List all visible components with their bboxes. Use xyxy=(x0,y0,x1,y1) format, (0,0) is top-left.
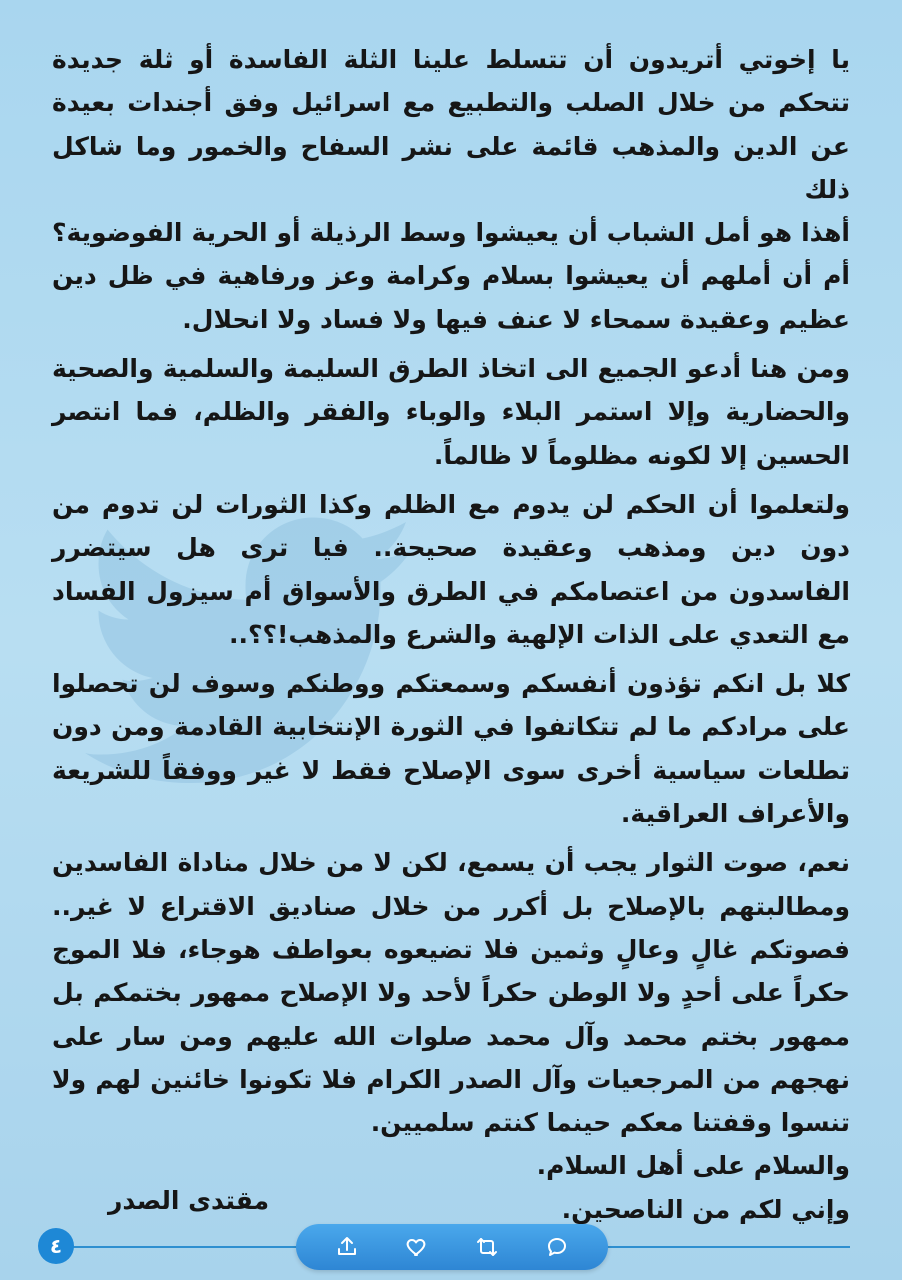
paragraph: نعم، صوت الثوار يجب أن يسمع، لكن لا من خلال مناداة الفاسدين ومطالبتهم بالإصلاح بل أكرر من خلال صناديق الاقتراع لا غير.. فصوتكم غالٍ وعالٍ وثمين فلا تضيعوه بعواطف هوجاء، فلا الموج حكراً على أحدٍ ولا الوطن حكراً لأحد ولا الإصلاح ممهور بختمكم بل ممهور بختم محمد وآل محمد صلوات الله عليهم ومن سار على نهجهم من المرجعيات وآل الصدر الكرام فلا تكونوا خائنين لهم ولا تنسوا وقفتنا معكم حينما كنتم سلميين. xyxy=(52,848,850,1138)
signature: مقتدى الصدر xyxy=(108,1186,270,1215)
paragraph: ومن هنا أدعو الجميع الى اتخاذ الطرق السليمة والسلمية والصحية والحضارية وإلا استمر البلاء والوباء والفقر والظلم، فما انتصر الحسين إلا لكونه مظلوماً لا ظالماً. xyxy=(52,354,850,470)
paragraph: أهذا هو أمل الشباب أن يعيشوا وسط الرذيلة أو الحرية الفوضوية؟ أم أن أملهم أن يعيشوا بسلام وكرامة وعز ورفاهية في ظل دين عظيم وعقيدة سمحاء لا عنف فيها ولا فساد ولا انحلال. xyxy=(52,218,850,334)
paragraph: يا إخوتي أتريدون أن تتسلط علينا الثلة الفاسدة أو ثلة جديدة تتحكم من خلال الصلب والتطبيع مع اسرائيل وفق أجندات بعيدة عن الدين والمذهب قائمة على نشر السفاح والخمور وما شاكل ذلك xyxy=(52,45,850,204)
tweet-action-bar xyxy=(296,1224,608,1270)
reply-icon xyxy=(545,1235,569,1259)
share-icon xyxy=(335,1235,359,1259)
page-number-badge: ٤ xyxy=(38,1228,74,1264)
reply-button[interactable] xyxy=(539,1229,575,1265)
like-button[interactable] xyxy=(399,1229,435,1265)
closing-line: وإني لكم من الناصحين. xyxy=(561,1194,850,1224)
closing-line: والسلام على أهل السلام. xyxy=(536,1151,850,1181)
share-button[interactable] xyxy=(329,1229,365,1265)
retweet-button[interactable] xyxy=(469,1229,505,1265)
statement-text xyxy=(52,38,850,1231)
paragraph: ولتعلموا أن الحكم لن يدوم مع الظلم وكذا الثورات لن تدوم من دون دين ومذهب وعقيدة صحيحة.. فيا ترى هل سيتضرر الفاسدون من اعتصامكم في الطرق والأسواق أم سيزول الفساد مع التعدي على الذات الإلهية والشرع والمذهب!؟؟.. xyxy=(52,489,850,649)
retweet-icon xyxy=(475,1235,499,1259)
heart-icon xyxy=(405,1235,429,1259)
paragraph: كلا بل انكم تؤذون أنفسكم وسمعتكم ووطنكم وسوف لن تحصلوا على مرادكم ما لم تتكاتفوا في الثورة الإنتخابية القادمة ومن دون تطلعات سياسية أخرى سوى الإصلاح فقط لا غير ووفقاً للشريعة والأعراف العراقية. xyxy=(52,669,850,829)
